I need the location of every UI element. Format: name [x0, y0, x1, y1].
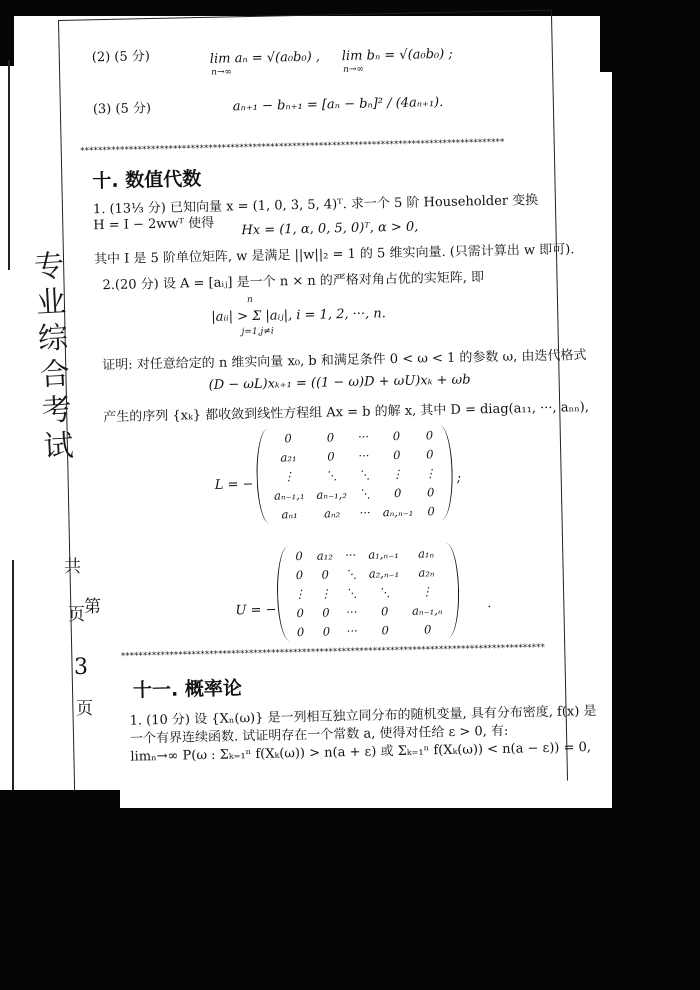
sec9-part2-formula-b: lim bₙ = √(a₀b₀) ;	[341, 46, 453, 65]
matrix-U-row: 0 a₁₂ ··· a₁,ₙ₋₁ a₁ₙ	[295, 545, 435, 563]
scan-border-right	[612, 0, 700, 825]
exam-page	[58, 10, 597, 791]
margin-page-number: 3	[74, 655, 88, 680]
separator-stars-2: ************************************************************************************************	[120, 642, 545, 662]
matrix-L-row: a₂₁ 0 ··· 0 0	[280, 446, 434, 464]
sec9-part3-formula: aₙ₊₁ − bₙ₊₁ = [aₙ − bₙ]² / (4aₙ₊₁).	[232, 94, 444, 115]
sec9-part2-label: (2) (5 分)	[91, 49, 151, 66]
matrix-L-row: ⋮ ⋱ ⋱ ⋮ ⋮	[282, 465, 437, 483]
sec11-title: 十一. 概率论	[132, 677, 243, 702]
separator-stars-1: ************************************************************************************************	[79, 137, 504, 157]
sec9-lim-subscript-b: n→∞	[343, 64, 365, 76]
margin-total-label: 共	[64, 557, 81, 577]
sec10-q1-line2: H = I − 2wwᵀ 使得	[93, 215, 215, 234]
matrix-L	[256, 425, 454, 524]
sec10-q1-formula: Hx = (1, α, 0, 5, 0)ᵀ, α > 0,	[241, 219, 419, 239]
matrix-L-row: 0 0 ··· 0 0	[284, 427, 434, 445]
matrix-U-label: U = −	[235, 602, 277, 619]
sec10-q1-line1: 1. (13⅓ 分) 已知向量 x = (1, 0, 3, 5, 4)ᵀ. 求一个 5 阶 Householder 变换	[92, 192, 539, 218]
margin-line-top	[8, 60, 10, 270]
matrix-U-end: .	[487, 596, 492, 612]
sec10-q1-line3: 其中 I 是 5 阶单位矩阵, w 是满足 ||w||₂ = 1 的 5 维实向量. (只需计算出 w 即可).	[93, 242, 575, 268]
margin-ordinal-label: 第	[84, 597, 101, 617]
matrix-U	[276, 543, 460, 642]
matrix-U-row: 0 0 ⋱ a₂,ₙ₋₁ a₂ₙ	[295, 564, 435, 582]
sec9-part3-label: (3) (5 分)	[92, 101, 152, 118]
scan-border-bottom	[0, 808, 700, 990]
sec10-q2-line1: 2.(20 分) 设 A = [aᵢⱼ] 是一个 n × n 的严格对角占优的实矩阵, 即	[102, 270, 485, 294]
matrix-U-row: ⋮ ⋮ ⋱ ⋱ ⋮	[293, 583, 433, 601]
sec10-q2-line3: 产生的序列 {xₖ} 都收敛到线性方程组 Ax = b 的解 x, 其中 D = diag(a₁₁, ···, aₙₙ),	[103, 399, 590, 426]
margin-exam-title: 专业综合考试	[27, 249, 74, 467]
margin-page-label: 页	[68, 605, 85, 625]
scan-border-bottom-left	[0, 790, 120, 830]
sec10-q2-line2: 证明: 对任意给定的 n 维实向量 x₀, b 和满足条件 0 < ω < 1 的参数 ω, 由迭代格式	[102, 348, 587, 374]
matrix-L-label: L = −	[214, 477, 254, 493]
margin-line-bottom	[12, 560, 14, 790]
sec10-q2-sum-bottom: j=1,j≠i	[241, 326, 274, 338]
matrix-L-row: aₙ₋₁,₁ aₙ₋₁,₂ ⋱ 0 0	[273, 484, 435, 503]
scan-border-left-top	[0, 0, 14, 66]
sec10-q2-sum-top: n	[246, 294, 253, 306]
margin-page-label-2: 页	[76, 699, 93, 719]
sec9-part2-formula-a: lim aₙ = √(a₀b₀) ,	[209, 49, 321, 67]
matrix-U-row: 0 0 ··· 0 aₙ₋₁,ₙ	[296, 602, 443, 620]
matrix-L-row: aₙ₁ aₙ₂ ··· aₙ,ₙ₋₁ 0	[281, 503, 435, 521]
matrix-L-end: ;	[456, 470, 462, 486]
sec11-q1-line3: limₙ→∞ P(ω : Σₖ₌₁ⁿ f(Xₖ(ω)) > n(a + ε) 或 Σₖ₌₁ⁿ f(Xₖ(ω)) < n(a − ε)) = 0,	[130, 739, 592, 765]
sec11-q1-line1: 1. (10 分) 设 {Xₙ(ω)} 是一列相互独立同分布的随机变量, 具有分布密度, f(x) 是	[129, 703, 597, 729]
sec10-title: 十. 数值代数	[92, 168, 202, 193]
sec10-q2-formula: |aᵢᵢ| > Σ |aᵢⱼ|, i = 1, 2, ···, n.	[211, 306, 386, 325]
sec9-lim-subscript-a: n→∞	[211, 67, 233, 78]
sec11-q1-line2: 一个有界连续函数. 试证明存在一个常数 a, 使得对任给 ε > 0, 有:	[129, 723, 509, 747]
matrix-U-row: 0 0 ··· 0 0	[296, 621, 432, 639]
sec10-q2-iteration: (D − ωL)xₖ₊₁ = ((1 − ω)D + ωU)xₖ + ωb	[208, 372, 471, 393]
